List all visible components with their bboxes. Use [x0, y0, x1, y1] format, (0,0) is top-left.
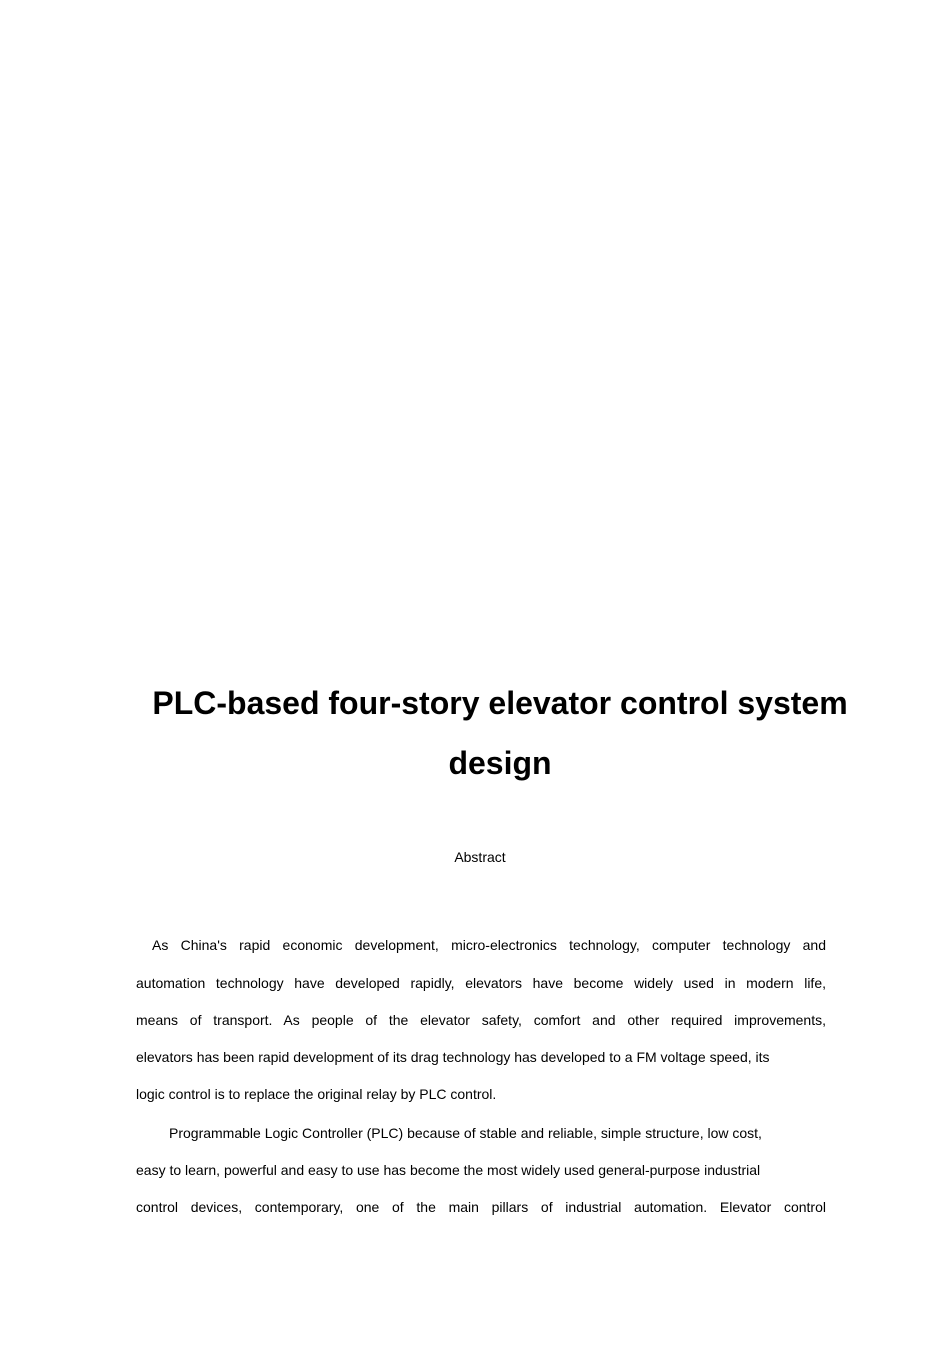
paragraph-line: logic control is to replace the original relay by PLC control. — [136, 1086, 497, 1102]
paragraph-line: means of transport. As people of the elevator safety, comfort and other required improvements, — [136, 1012, 826, 1028]
paragraph-line: elevators has been rapid development of its drag technology has developed to a FM voltage speed, its — [136, 1049, 770, 1065]
paragraph-line: control devices, contemporary, one of the main pillars of industrial automation. Elevator control — [136, 1199, 826, 1215]
paragraph-line: Programmable Logic Controller (PLC) because of stable and reliable, simple structure, low cost, — [169, 1125, 762, 1141]
document-title-line-2: design — [448, 745, 552, 781]
document-title-line-1: PLC-based four-story elevator control system — [152, 685, 848, 721]
abstract-heading: Abstract — [454, 849, 506, 865]
paragraph-line: easy to learn, powerful and easy to use has become the most widely used general-purpose industrial — [136, 1162, 761, 1178]
paragraph-line: As China's rapid economic development, micro-electronics technology, computer technology and — [152, 937, 826, 953]
paragraph-line: automation technology have developed rapidly, elevators have become widely used in modern life, — [136, 975, 826, 991]
